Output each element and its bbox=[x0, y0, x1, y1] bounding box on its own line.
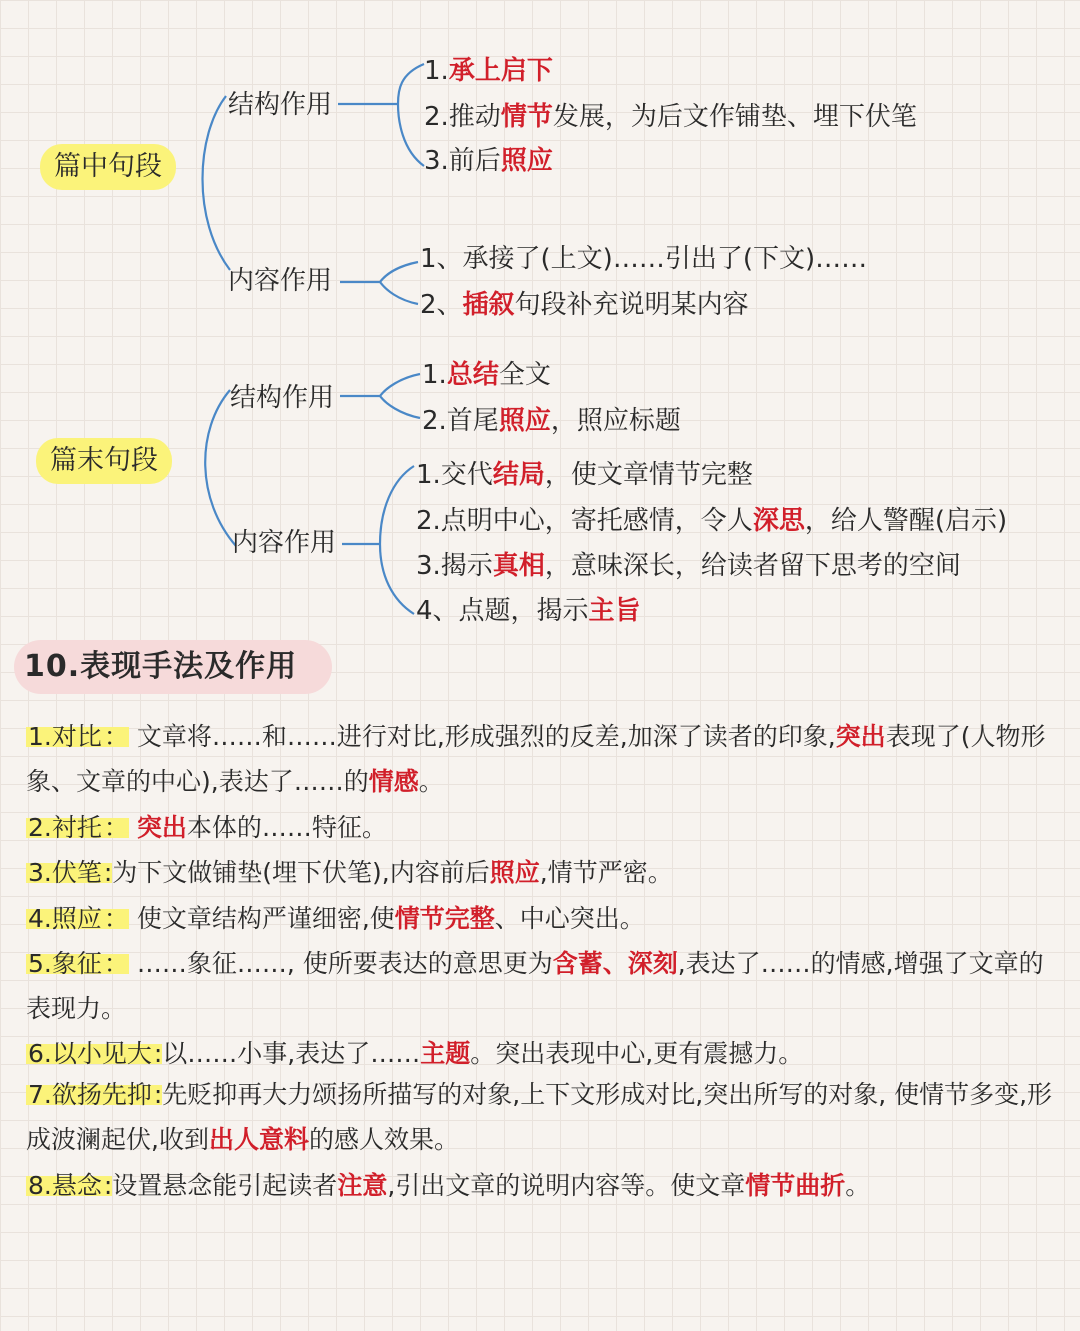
technique-item bbox=[26, 896, 1056, 941]
end-content-item: 3.揭示真相，意味深长，给读者留下思考的空间 bbox=[416, 551, 961, 581]
technique-text: 。 bbox=[418, 767, 444, 796]
technique-item bbox=[26, 1072, 1056, 1162]
technique-separator: ： bbox=[103, 949, 129, 978]
mid-section-label: 篇中句段 bbox=[40, 144, 176, 190]
technique-text bbox=[129, 813, 137, 842]
technique-text: 的感人效果。 bbox=[308, 1125, 459, 1154]
technique-separator: ： bbox=[103, 904, 129, 933]
end-struct-item: 1.总结全文 bbox=[422, 360, 551, 390]
technique-separator: ： bbox=[103, 722, 129, 751]
mid-content-item: 2、插叙句段补充说明某内容 bbox=[420, 290, 749, 320]
technique-separator: : bbox=[153, 1080, 163, 1109]
technique-separator: : bbox=[153, 1039, 163, 1068]
technique-keyword: 注意 bbox=[337, 1171, 388, 1200]
end-content-item: 4、点题，揭示主旨 bbox=[416, 596, 641, 626]
technique-text: ,表达了……的情感,增强了文章的表现力。 bbox=[26, 949, 1044, 1023]
technique-item bbox=[26, 941, 1056, 1031]
technique-term: 7.欲扬先抑 bbox=[28, 1080, 152, 1109]
technique-text: 以……小事,表达了…… bbox=[162, 1039, 421, 1068]
technique-keyword: 照应 bbox=[489, 858, 540, 887]
technique-separator: : bbox=[103, 858, 113, 887]
technique-keyword: 主题 bbox=[420, 1039, 471, 1068]
technique-item bbox=[26, 805, 1056, 850]
technique-keyword: 突出 bbox=[136, 813, 187, 842]
technique-term: 5.象征 bbox=[28, 949, 102, 978]
technique-item bbox=[26, 1163, 1056, 1208]
technique-keyword: 突出 bbox=[835, 722, 886, 751]
technique-text: ,引出文章的说明内容等。使文章 bbox=[387, 1171, 746, 1200]
technique-separator: ： bbox=[103, 813, 129, 842]
technique-text: 设置悬念能引起读者 bbox=[112, 1171, 338, 1200]
mid-struct-label: 结构作用 bbox=[228, 90, 333, 120]
end-content-item: 2.点明中心，寄托感情，令人深思，给人警醒(启示) bbox=[416, 506, 1008, 536]
end-struct-label: 结构作用 bbox=[230, 383, 335, 413]
technique-text: 先贬抑再大力颂扬所描写的对象,上下文形成对比,突出所写的对象, 使情节多变,形成波澜起伏,收到 bbox=[26, 1080, 1053, 1154]
mid-content-item: 1、承接了(上文)……引出了(下文)…… bbox=[420, 244, 868, 274]
technique-text: 使文章结构严谨细密,使 bbox=[128, 904, 395, 933]
technique-text: ,情节严密。 bbox=[539, 858, 673, 887]
technique-text: 文章将……和……进行对比,形成强烈的反差,加深了读者的印象, bbox=[128, 722, 836, 751]
technique-text: 为下文做铺垫(埋下伏笔),内容前后 bbox=[112, 858, 490, 887]
end-section-label: 篇末句段 bbox=[36, 438, 172, 484]
mid-struct-item: 2.推动情节发展，为后文作铺垫、埋下伏笔 bbox=[424, 102, 917, 132]
technique-term: 1.对比 bbox=[28, 722, 102, 751]
mid-struct-item: 3.前后照应 bbox=[424, 146, 553, 176]
technique-text: 表现了(人物形象、文章的中心),表达了……的 bbox=[26, 722, 1046, 796]
end-struct-item: 2.首尾照应，照应标题 bbox=[422, 406, 681, 436]
technique-term: 6.以小见大 bbox=[28, 1039, 152, 1068]
technique-keyword: 出人意料 bbox=[208, 1125, 309, 1154]
technique-text: ……象征……, 使所要表达的意思更为 bbox=[128, 949, 553, 978]
technique-item bbox=[26, 850, 1056, 895]
technique-text: 。突出表现中心,更有震撼力。 bbox=[470, 1039, 804, 1068]
technique-term: 4.照应 bbox=[28, 904, 102, 933]
technique-keyword: 含蓄、深刻 bbox=[552, 949, 678, 978]
technique-keyword: 情节曲折 bbox=[745, 1171, 846, 1200]
end-content-item: 1.交代结局，使文章情节完整 bbox=[416, 460, 753, 490]
section-title: 10.表现手法及作用 bbox=[24, 649, 298, 684]
technique-term: 3.伏笔 bbox=[28, 858, 102, 887]
mid-content-label: 内容作用 bbox=[228, 266, 333, 296]
technique-item bbox=[26, 1031, 1056, 1076]
technique-keyword: 情节完整 bbox=[394, 904, 495, 933]
technique-text: 。 bbox=[845, 1171, 871, 1200]
technique-text: 、中心突出。 bbox=[494, 904, 645, 933]
technique-separator: : bbox=[103, 1171, 113, 1200]
technique-term: 8.悬念 bbox=[28, 1171, 102, 1200]
end-content-label: 内容作用 bbox=[232, 528, 337, 558]
technique-item bbox=[26, 714, 1056, 804]
technique-term: 2.衬托 bbox=[28, 813, 102, 842]
technique-keyword: 情感 bbox=[368, 767, 419, 796]
mid-struct-item: 1.承上启下 bbox=[424, 56, 553, 86]
technique-text: 本体的……特征。 bbox=[186, 813, 387, 842]
